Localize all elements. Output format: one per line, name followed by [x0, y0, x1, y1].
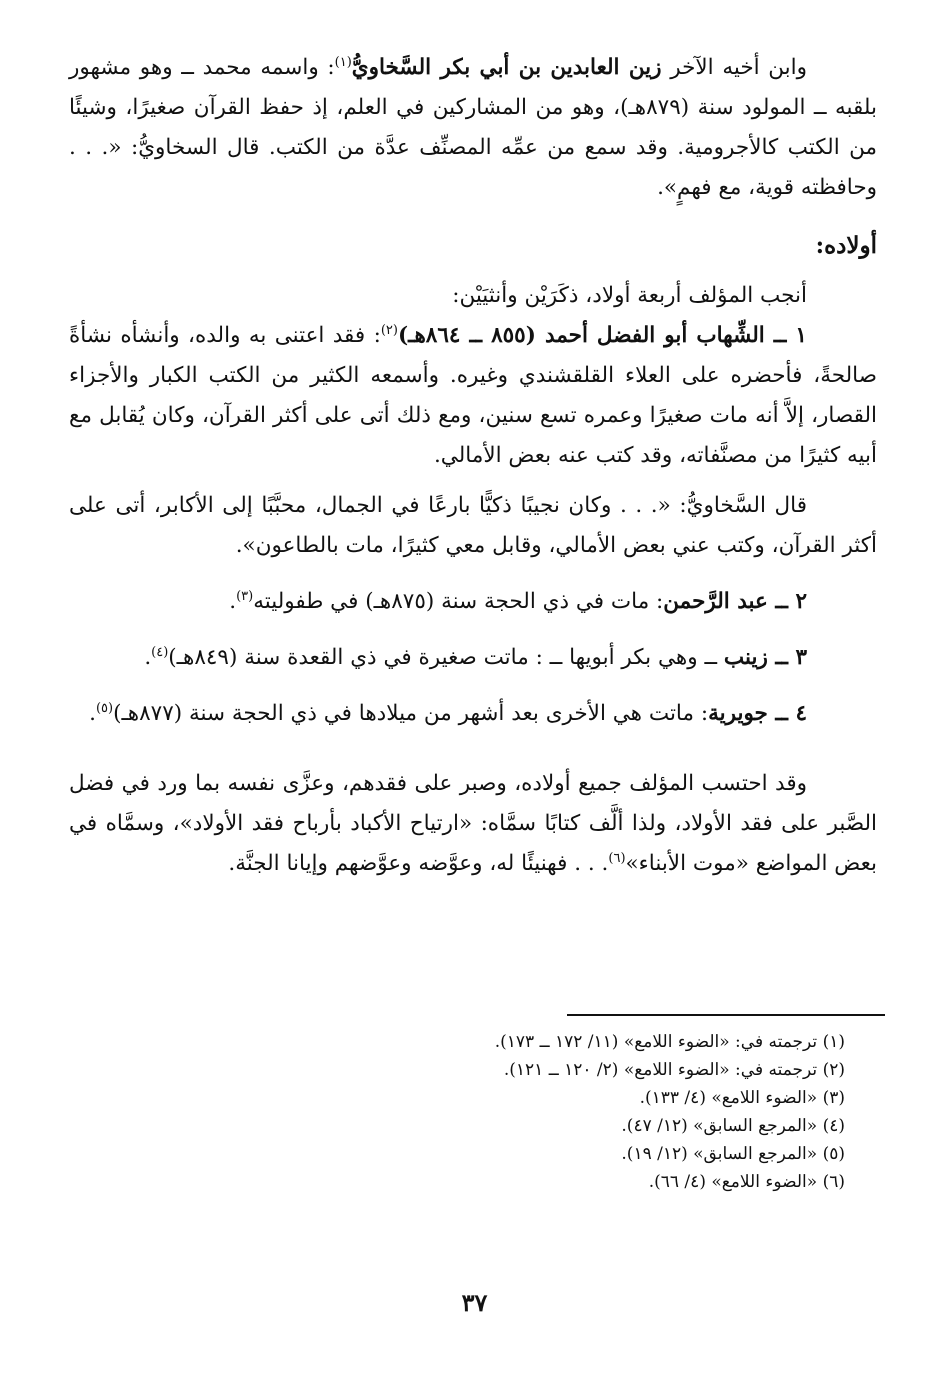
footnote-ref-4: (٤): [151, 644, 169, 660]
child-item-2: ٢ ــ عبد الرَّحمن: مات في ذي الحجة سنة (٨٧٥هـ) في طفوليته$^{(٣)}$.: [229, 588, 807, 614]
footnotes: [345, 1028, 845, 1196]
item-number: ٣ ــ: [767, 645, 807, 670]
intro-text-rest: : واسمه محمد ــ وهو مشهور بلقبه ــ المولود سنة (٨٧٩هـ)، وهو من المشاركين في العلم، إذ حفظ القرآن صغيرًا، وشيئًا من الكتب كالأجرومية. وقد سمع من عمِّه المصنِّف عدَّة من الكتب. قال السخاويُّ: «. . . وحافظته قوية، مع فهمٍ».: [69, 55, 877, 200]
closing-paragraph: [69, 764, 877, 884]
main-text: [69, 48, 877, 884]
footnote-1: (١) ترجمته في: «الضوء اللامع» (١١/ ١٧٢ ــ ١٧٣).: [494, 1032, 845, 1052]
footnote-3: (٣) «الضوء اللامع» (٤/ ١٣٣).: [639, 1088, 845, 1108]
child-item-3: ٣ ــ زينب ــ وهي بكر أبويها ــ : ماتت صغيرة في ذي القعدة سنة (٨٤٩هـ)$^{(٤)}$.: [144, 644, 807, 670]
footnote-4: (٤) «المرجع السابق» (١٢/ ٤٧).: [621, 1116, 845, 1136]
child-text: : فقد اعتنى به والده، وأنشأه نشأةً صالحةً، فأحضره على العلاء القلقشندي وغيره. وأسمعه الكثير من الكتب الكبار والأجزاء القصار، إلاَّ أنه مات صغيرًا وعمره تسع سنين، ومع ذلك أتى على أكثر القرآن، وكان يُقابل مع أبيه كثيرًا من مصنَّفاته، وقد كتب عنه بعض الأمالي.: [69, 323, 877, 468]
child-dates: (٨٥٥ ــ ٨٦٤هـ): [397, 323, 545, 348]
child-name: جويرية: [708, 701, 768, 726]
child-text: : ماتت هي الأخرى بعد أشهر من ميلادها في ذي الحجة سنة (٨٧٧هـ): [113, 701, 709, 726]
item-number: ٤ ــ: [767, 701, 807, 726]
footnote-5: (٥) «المرجع السابق» (١٢/ ١٩).: [621, 1144, 845, 1164]
closing-text-start: وقد احتسب المؤلف جميع أولاده، وصبر على فقدهم، وعزَّى نفسه بما ورد في فضل الصَّبر على فقد الأولاد، ولذا ألَّف كتابًا سمَّاه: «ارتياح الأكباد بأرباح فقد الأولاد»، وسمَّاه في بعض المواضع «موت الأبناء»: [69, 771, 877, 876]
intro-paragraph: [69, 48, 877, 208]
footnote-divider: [567, 1014, 885, 1016]
child-item-4: ٤ ــ جويرية: ماتت هي الأخرى بعد أشهر من ميلادها في ذي الحجة سنة (٨٧٧هـ)$^{(٥)}$.: [89, 700, 807, 726]
item-number: ١ ــ: [764, 323, 807, 348]
footnote-6: (٦) «الضوء اللامع» (٤/ ٦٦).: [648, 1172, 845, 1192]
item-number: ٢ ــ: [767, 589, 807, 614]
child-text: ــ وهي بكر أبويها ــ : ماتت صغيرة في ذي القعدة سنة (٨٤٩هـ): [168, 645, 724, 670]
page-number: ٣٧: [461, 1288, 488, 1317]
child-name: الشِّهاب أبو الفضل أحمد: [544, 323, 765, 348]
section-heading: أولاده:: [815, 232, 877, 259]
footnote-ref-2: (٢): [380, 322, 398, 338]
child-item-1: [69, 316, 877, 476]
lead-sentence: أنجب المؤلف أربعة أولاد، ذكَرَيْن وأنثيَيْن:: [452, 283, 807, 308]
footnote-2: (٢) ترجمته في: «الضوء اللامع» (٢/ ١٢٠ ــ ١٢١).: [503, 1060, 845, 1080]
intro-text-start: وابن أخيه الآخر: [661, 55, 807, 80]
child-1-quote: قال السَّخاويُّ: «. . . وكان نجيبًا ذكيًّا بارعًا في الجمال، محبَّبًا إلى الأكابر، أتى على أكثر القرآن، وكتب عني بعض الأمالي، وقابل معي كثيرًا، مات بالطاعون».: [69, 493, 877, 558]
child-name: زينب: [723, 645, 768, 670]
footnote-ref-6: (٦): [608, 850, 626, 866]
child-text: : مات في ذي الحجة سنة (٨٧٥هـ) في طفوليته: [253, 589, 664, 614]
footnote-ref-1: (١): [334, 54, 352, 70]
footnote-ref-5: (٥): [95, 700, 114, 716]
person-name: زين العابدين بن أبي بكر السَّخاويُّ: [351, 55, 662, 80]
child-name: عبد الرَّحمن: [663, 589, 768, 614]
footnote-ref-3: (٣): [236, 588, 254, 604]
closing-text-end: . . . فهنيئًا له، وعوَّضه وعوَّضهم وإيانا الجنَّة.: [228, 851, 609, 876]
